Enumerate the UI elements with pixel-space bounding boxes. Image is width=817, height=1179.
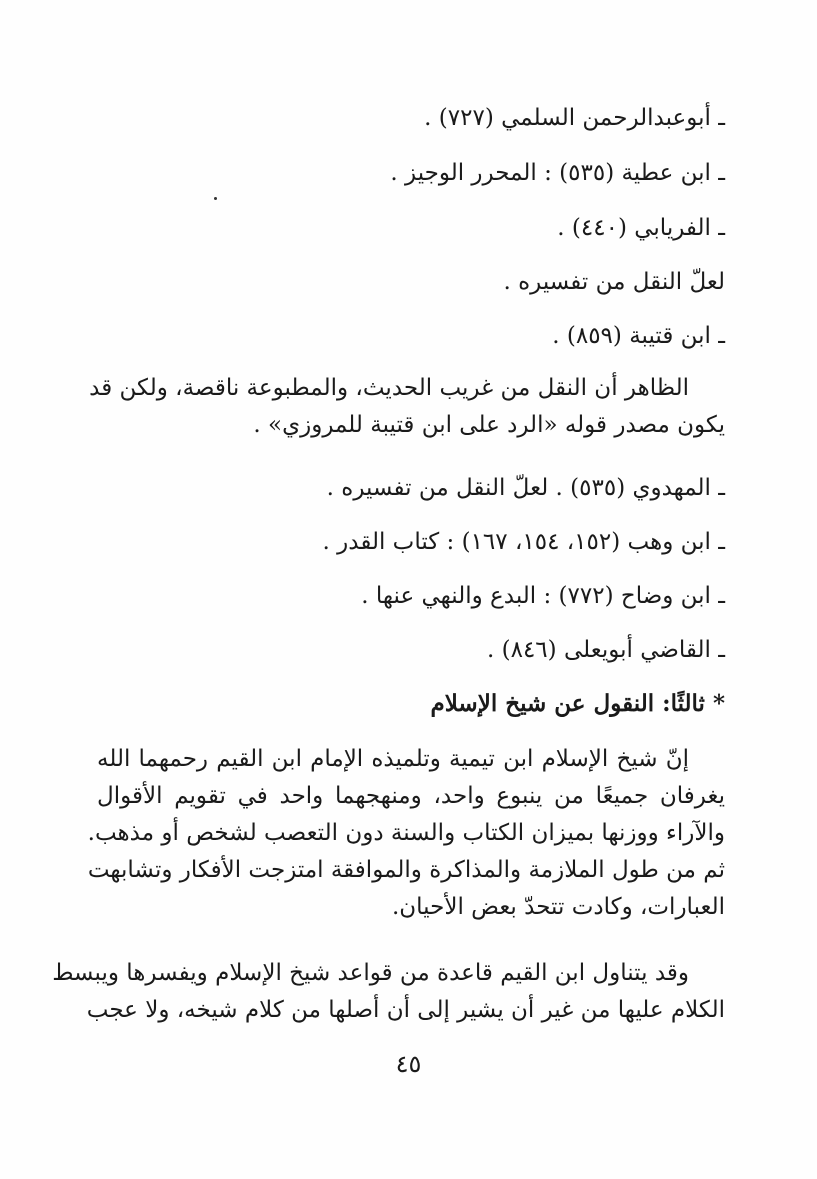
paragraph-line: يغرفان جميعًا من ينبوع واحد، ومنهجهما واحد في تقويم الأقوال	[97, 783, 725, 809]
paragraph-qawaid	[52, 955, 725, 1029]
paragraph-line: إنّ شيخ الإسلام ابن تيمية وتلميذه الإمام ابن القيم رحمهما الله	[97, 746, 689, 772]
paragraph-line: الظاهر أن النقل من غريب الحديث، والمطبوعة ناقصة، ولكن قد	[89, 375, 689, 401]
entry-ibn-atiyya: ـ ابن عطية (٥٣٥) : المحرر الوجيز .	[390, 160, 725, 186]
paragraph-line: وقد يتناول ابن القيم قاعدة من قواعد شيخ الإسلام ويفسرها ويبسط	[52, 960, 689, 986]
entry-sulami: ـ أبوعبدالرحمن السلمي (٧٢٧) .	[424, 105, 725, 131]
note-firyabi: لعلّ النقل من تفسيره .	[503, 269, 725, 295]
paragraph-line: الكلام عليها من غير أن يشير إلى أن أصلها من كلام شيخه، ولا عجب	[86, 997, 725, 1023]
paragraph-zahir	[89, 370, 725, 444]
entry-ibn-waddah: ـ ابن وضاح (٧٧٢) : البدع والنهي عنها .	[361, 583, 725, 609]
paragraph-shaykh	[87, 741, 725, 926]
entry-ibn-wahb: ـ ابن وهب (١٥٢، ١٥٤، ١٦٧) : كتاب القدر .	[322, 529, 725, 555]
paragraph-line: ثم من طول الملازمة والمذاكرة والموافقة امتزجت الأفكار وتشابهت	[87, 857, 725, 883]
paragraph-line: والآراء ووزنها بميزان الكتاب والسنة دون التعصب لشخص أو مذهب.	[87, 820, 725, 846]
page-number: ٤٥	[395, 1050, 422, 1078]
entry-mahdawi: ـ المهدوي (٥٣٥) . لعلّ النقل من تفسيره .	[326, 475, 725, 501]
paragraph-line: يكون مصدر قوله «الرد على ابن قتيبة للمروزي» .	[253, 412, 725, 438]
section-heading: * ثالثًا: النقول عن شيخ الإسلام	[430, 690, 725, 717]
entry-abu-yala: ـ القاضي أبويعلى (٨٤٦) .	[486, 637, 725, 663]
paragraph-line: العبارات، وكادت تتحدّ بعض الأحيان.	[391, 894, 725, 920]
entry-firyabi: ـ الفريابي (٤٤٠) .	[557, 215, 725, 241]
scan-speck	[214, 197, 217, 200]
entry-ibn-qutayba: ـ ابن قتيبة (٨٥٩) .	[552, 323, 725, 349]
